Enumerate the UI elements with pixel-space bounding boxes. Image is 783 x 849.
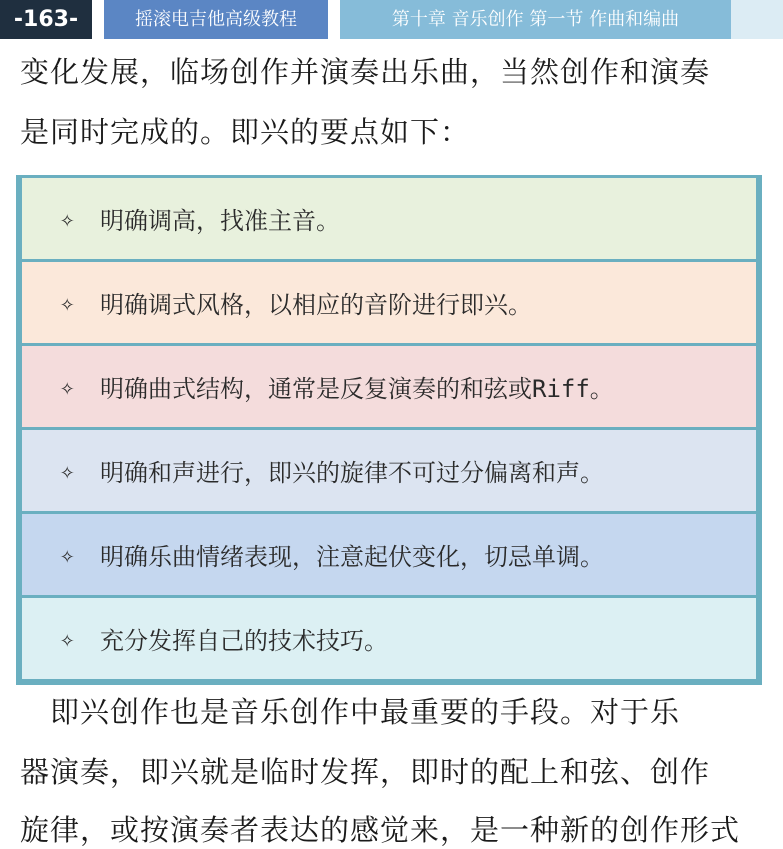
key-point-text: 明确调式风格，以相应的音阶进行即兴。	[100, 291, 532, 319]
key-point-text: 明确调高，找准主音。	[100, 207, 340, 235]
page-number: -163-	[0, 0, 92, 39]
key-point-row	[22, 346, 756, 427]
book-title: 摇滚电吉他高级教程	[104, 0, 328, 39]
key-point-row	[22, 598, 756, 679]
sparkle-bullet-icon: ✧	[60, 288, 75, 317]
chapter-title: 第十章 音乐创作 第一节 作曲和编曲	[340, 0, 731, 39]
key-point-text: 明确和声进行，即兴的旋律不可过分偏离和声。	[100, 459, 604, 487]
sparkle-bullet-icon: ✧	[60, 540, 75, 569]
sparkle-bullet-icon: ✧	[60, 456, 75, 485]
intro-line: 变化发展，临场创作并演奏出乐曲，当然创作和演奏	[20, 55, 711, 89]
key-point-text: 明确曲式结构，通常是反复演奏的和弦或Riff。	[100, 375, 614, 403]
intro-line: 是同时完成的。即兴的要点如下：	[20, 115, 471, 149]
header-decoration	[731, 0, 783, 39]
sparkle-bullet-icon: ✧	[60, 204, 75, 233]
page-header	[0, 0, 783, 39]
key-point-text: 充分发挥自己的技术技巧。	[100, 627, 388, 655]
sparkle-bullet-icon: ✧	[60, 624, 75, 653]
outro-line: 器演奏，即兴就是临时发挥，即时的配上和弦、创作	[20, 755, 711, 789]
outro-line-cut: 旋律，或按演奏者表达的感觉来，是一种新的创作形式	[20, 813, 741, 847]
key-points-box	[16, 175, 762, 685]
key-point-row	[22, 178, 756, 259]
key-point-row	[22, 430, 756, 511]
key-point-row	[22, 514, 756, 595]
sparkle-bullet-icon: ✧	[60, 372, 75, 401]
key-point-row	[22, 262, 756, 343]
key-point-text: 明确乐曲情绪表现，注意起伏变化，切忌单调。	[100, 543, 604, 571]
outro-line: 即兴创作也是音乐创作中最重要的手段。对于乐	[20, 695, 681, 729]
